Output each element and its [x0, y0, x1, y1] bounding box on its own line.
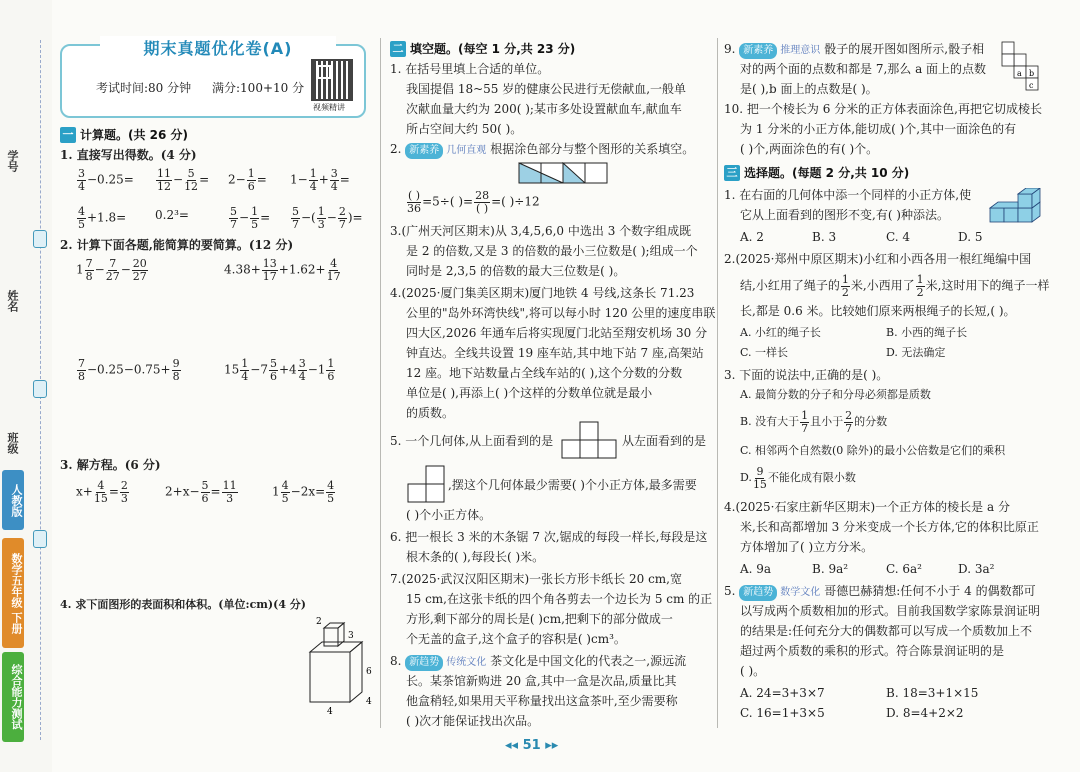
svg-text:a: a: [1017, 69, 1022, 78]
fold-mark: [33, 230, 47, 248]
q2-4-line: 单位是( ),再添上( )个这样的分数单位就是最小: [406, 386, 653, 400]
option: A. 2: [740, 230, 764, 244]
calc-item: 0.2³=: [155, 208, 189, 222]
qr-caption: 视频精讲: [313, 103, 345, 112]
class-label: 班级: [6, 432, 19, 454]
box-top-face: [310, 642, 362, 652]
option: B. 小西的绳子长: [886, 326, 968, 339]
option: C. 6a²: [886, 562, 922, 576]
brand-badge: 综合能力测试: [2, 652, 24, 742]
page-number: ◂◂ 51 ▸▸: [505, 738, 559, 753]
qr-code-icon[interactable]: [311, 59, 353, 101]
calc-item: 2− $\frac{1}{6}$ =: [228, 167, 267, 193]
q2-1-line: 次献血量大约为 200( );某市多处设置献血车,献血车: [406, 102, 682, 116]
q2-8-line: 他盒稍轻,如果用天平称量找出这盒茶叶,至少需要称: [406, 694, 678, 708]
page-title: 期末真题优化卷(A): [143, 39, 293, 58]
option: D. $\frac{9}{15}$ 不能化成有限小数: [740, 465, 856, 491]
q2-3-line: 是 2 的倍数,又是 3 的倍数的最小三位数是( );组成一个: [406, 244, 698, 258]
option: C. 相邻两个自然数(0 除外)的最小公倍数是它们的乘积: [740, 444, 1006, 457]
dice-net-figure: [1000, 40, 1042, 96]
shaded-rectangle-figure: [518, 162, 608, 184]
svg-text:b: b: [1029, 69, 1035, 78]
cube-stack-figure: [988, 188, 1046, 228]
calc-item: $\frac{4}{5}$ +1.8=: [78, 205, 127, 231]
small-cube: [324, 628, 338, 646]
q2-6-line: 根木条的( ),每段长( )米。: [406, 550, 545, 564]
q2-6-line: 6. 把一根长 3 米的木条锯 7 次,锯成的每段一样长,每段是这: [390, 530, 708, 544]
q2-3-line: 3.(广州天河区期末)从 3,4,5,6,0 中选出 3 个数字组成既: [390, 224, 692, 238]
option: A. 24=3+3×7: [740, 686, 825, 700]
option: B. 18=3+1×15: [886, 686, 979, 700]
q2-10-line: 为 1 分米的小正方体,能切成( )个,其中一面涂色的有: [740, 122, 1017, 136]
grade-badge: 数学五年级 下册: [2, 538, 24, 648]
dim-label: 4: [327, 707, 333, 717]
calc-item: $\frac{5}{7}$ − $\frac{1}{5}$ =: [230, 205, 271, 231]
option: D. 8=4+2×2: [886, 706, 964, 720]
q2-7-line: 15 cm,在这张卡纸的四个角各剪去一个边长为 5 cm 的正: [406, 592, 713, 606]
option: C. 一样长: [740, 346, 789, 359]
box-side-face: [350, 642, 362, 702]
q1-2-label: 2. 计算下面各题,能简算的要简算。(12 分): [60, 238, 294, 252]
q2-8-line: ( )次才能保证找出次品。: [406, 714, 540, 728]
option: D. 3a²: [958, 562, 995, 576]
q3-1-line: 它从上面看到的图形不变,有( )种添法。: [740, 208, 949, 222]
q2-4-line: 的质数。: [406, 406, 455, 420]
option: B. 没有大于 $\frac{1}{7}$ 且小于 $\frac{2}{7}$ 的分数: [740, 409, 888, 435]
box-front-face: [310, 652, 350, 702]
q1-1-label: 1. 直接写出得数。(4 分): [60, 148, 197, 162]
section-1-header: 一 计算题。(共 26 分): [60, 126, 188, 143]
option: B. 9a²: [812, 562, 849, 576]
q1-4-label: 4. 求下面图形的表面积和体积。(单位:cm)(4 分): [60, 598, 307, 611]
calc-item: $\frac{11}{12}$ − $\frac{5}{12}$ =: [157, 167, 210, 193]
dim-label: 6: [366, 667, 372, 677]
q3-5-line: 的结果是:任何充分大的偶数都可以写成一个质数加上不: [740, 624, 1033, 638]
column-divider: [380, 38, 381, 728]
q2-1-line: 所占空间大约 50( )。: [406, 122, 523, 136]
q2-9-line: 9. 新素养 推理意识 骰子的展开图如图所示,骰子相: [724, 40, 984, 59]
q3-4-line: 方体增加了( )立方分米。: [740, 540, 874, 554]
full-score: 满分:100+10 分: [212, 81, 305, 95]
q2-7-line: 个无盖的盒子,这个盒子的容积是( )cm³。: [406, 632, 626, 646]
calc-item: 1 $\frac{7}{8}$ − $\frac{7}{27}$ − $\frac{20}{27}$: [76, 257, 147, 283]
q2-3-line: 同时是 2,3,5 的倍数的最大三位数是( )。: [406, 264, 626, 278]
q3-5-line: 以写成两个质数相加的形式。目前我国数学家陈景润证明: [740, 604, 1041, 618]
student-id-label: 学号: [6, 150, 19, 172]
fold-mark: [33, 380, 47, 398]
q2-8-line: 长。某茶馆新购进 20 盒,其中一盒是次品,质量比其: [406, 674, 677, 688]
q2-9-line: 对的两个面的点数和都是 7,那么 a 面上的点数: [740, 62, 987, 76]
calc-item: 1− $\frac{1}{4}$ + $\frac{3}{4}$ =: [290, 167, 350, 193]
calc-item: 15 $\frac{1}{4}$ −7 $\frac{5}{6}$ +4 $\frac{3}{4}$ −1 $\frac{1}{6}$: [224, 357, 335, 383]
exam-time: 考试时间:80 分钟: [96, 81, 192, 95]
q2-7-line: 方形,剩下部分的周长是( )cm,把剩下的部分做成一: [406, 612, 673, 626]
option: C. 16=1+3×5: [740, 706, 825, 720]
column-divider: [717, 38, 718, 728]
fraction-blanks: $\frac{( )}{36}$ =5÷( )= $\frac{28}{( )}$ =( )÷12: [407, 189, 540, 215]
section-2-header: 二 填空题。(每空 1 分,共 23 分): [390, 40, 575, 57]
equation: x+ $\frac{4}{15}$ = $\frac{2}{3}$: [76, 479, 128, 505]
option: B. 3: [812, 230, 837, 244]
equation: 1 $\frac{4}{5}$ −2x= $\frac{4}{5}$: [272, 479, 335, 505]
calc-item: 4.38+ $\frac{13}{17}$ +1.62+ $\frac{4}{17}$: [224, 257, 341, 283]
q2-1-line: 我国提倡 18~55 岁的健康公民进行无偿献血,一般单: [406, 82, 687, 96]
left-view-figure: [406, 464, 448, 506]
q3-2-line: 结,小红用了绳子的 $\frac{1}{2}$ 米,小西用了 $\frac{1}{2}$ 米,这时用下的绳子一样: [740, 273, 1050, 299]
q3-3-line: 3. 下面的说法中,正确的是( )。: [724, 368, 889, 382]
q2-4-line: 公里的"岛外环湾快线",将可以每小时 120 公里的速度串联: [406, 306, 716, 320]
q3-2-line: 长,都是 0.6 米。比较她们原来两根绳子的长短,( )。: [740, 304, 1016, 318]
binding-spine: [0, 0, 52, 772]
q3-5-line: 超过两个质数的乘积的形式。符合陈景润证明的是: [740, 644, 1005, 658]
q2-5-line: ,摆这个几何体最少需要( )个小正方体,最多需要: [448, 478, 697, 492]
q3-4-line: 米,长和高都增加 3 分米变成一个长方体,它的体积比原正: [740, 520, 1039, 534]
q2-10-line: ( )个,两面涂色的有( )个。: [740, 142, 879, 156]
option: A. 小红的绳子长: [740, 326, 821, 339]
option: C. 4: [886, 230, 911, 244]
q2-5-line: 5. 一个几何体,从上面看到的是: [390, 434, 554, 448]
q2-1-line: 1. 在括号里填上合适的单位。: [390, 62, 550, 76]
dim-label: 4: [366, 697, 372, 707]
calc-item: $\frac{7}{8}$ −0.25−0.75+ $\frac{9}{8}$: [78, 357, 180, 383]
option: A. 9a: [740, 562, 772, 576]
edition-badge: 人教版: [2, 470, 24, 530]
q3-4-line: 4.(2025·石家庄新华区期末)一个正方体的棱长是 a 分: [724, 500, 1010, 514]
q3-1-line: 1. 在右面的几何体中添一个同样的小正方体,使: [724, 188, 972, 202]
top-view-figure: [560, 420, 620, 460]
q2-9-line: 是( ),b 面上的点数是( )。: [740, 82, 878, 96]
title-bar: [100, 36, 336, 58]
svg-text:c: c: [1029, 81, 1034, 90]
q2-10-line: 10. 把一个棱长为 6 分米的正方体表面涂色,再把它切成棱长: [724, 102, 1042, 116]
calc-row-1: $\frac{3}{4}$ −0.25=: [78, 167, 134, 193]
dim-label: 2: [316, 617, 322, 627]
option: D. 无法确定: [886, 346, 946, 359]
q2-4-line: 钟直达。全线共设置 19 座车站,其中地下站 7 座,高架站: [406, 346, 704, 360]
dim-label: 3: [348, 631, 354, 641]
q2-8-line: 8. 新趋势 传统文化 茶文化是中国文化的代表之一,源远流: [390, 652, 686, 671]
equation: 2+x− $\frac{5}{6}$ = $\frac{11}{3}$: [165, 479, 237, 505]
q2-2: 2. 新素养 几何直观 根据涂色部分与整个图形的关系填空。: [390, 140, 694, 159]
q2-5-line: 从左面看到的是: [622, 434, 707, 448]
q1-3-label: 3. 解方程。(6 分): [60, 458, 161, 472]
q3-5-line: 5. 新趋势 数学文化 哥德巴赫猜想:任何不小于 4 的偶数都可: [724, 582, 1036, 601]
q2-4-line: 12 座。地下站数量占全线车站的( ),这个分数的分数: [406, 366, 683, 380]
solid-figure: [300, 612, 380, 720]
q2-7-line: 7.(2025·武汉汉阳区期末)一张长方形卡纸长 20 cm,宽: [390, 572, 682, 586]
fold-mark: [33, 530, 47, 548]
q2-4-line: 4.(2025·厦门集美区期末)厦门地铁 4 号线,这条长 71.23: [390, 286, 695, 300]
calc-item: $\frac{5}{7}$ −( $\frac{1}{3}$ − $\frac{2}{7}$ )=: [292, 205, 363, 231]
q2-4-line: 四大区,2026 年通车后将实现厦门北站至翔安机场 30 分: [406, 326, 708, 340]
q3-2-line: 2.(2025·郑州中原区期末)小红和小西各用一根红绳编中国: [724, 252, 1032, 266]
name-label: 姓名: [6, 290, 19, 312]
option: A. 最简分数的分子和分母必须都是质数: [740, 388, 931, 401]
q2-5-line: ( )个小正方体。: [406, 508, 492, 522]
q3-5-line: ( )。: [740, 664, 766, 678]
option: D. 5: [958, 230, 983, 244]
section-3-header: 三 选择题。(每题 2 分,共 10 分): [724, 164, 909, 181]
